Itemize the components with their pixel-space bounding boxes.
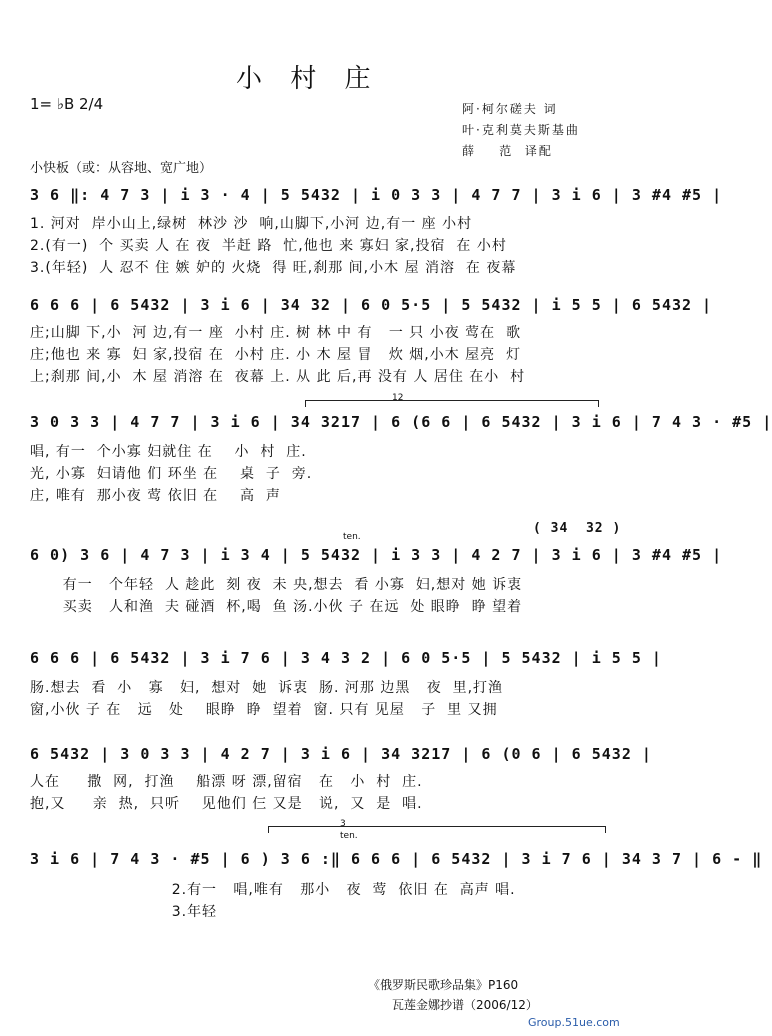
key-signature: 1= ♭B 2/4 — [30, 95, 104, 113]
copyist-note: 瓦莲金娜抄谱（2006/12） — [392, 998, 538, 1012]
notation-line-3: 3 0 3 3 | 4 7 7 | 3 i 6 | 34 3217 | 6 (6 6 | 6 5432 | 3 i 6 | 7 4 3 · #5 | — [30, 413, 772, 431]
lyric-line-2-3: 上;刹那 间,小 木 屋 消溶 在 夜幕 上. 从 此 后,再 没有 人 居住 在小 村 — [30, 369, 526, 385]
lyricist-credit: 阿·柯尔磋夫 词 — [462, 102, 558, 116]
lyric-line-7-2: 3.年轻 — [30, 904, 218, 920]
volta-bracket-12 — [305, 400, 599, 407]
notation-line-2: 6 6 6 | 6 5432 | 3 i 6 | 34 32 | 6 0 5·5 | 5 5432 | i 5 5 | 6 5432 | — [30, 296, 713, 314]
lyric-line-3-1: 唱, 有一 个小寡 妇就住 在 小 村 庄. — [30, 444, 307, 460]
tenuto-mark-2: ten. — [340, 831, 358, 841]
watermark: Group.51ue.com — [528, 1016, 620, 1029]
lyric-line-1-2: 2.(有一) 个 买卖 人 在 夜 半赶 路 忙,他也 来 寡妇 家,投宿 在 小村 — [30, 238, 507, 254]
lyric-line-2-1: 庄;山脚 下,小 河 边,有一 座 小村 庄. 树 林 中 有 一 只 小夜 莺在 歌 — [30, 325, 522, 341]
volta-label: 12 — [392, 393, 404, 403]
source-note: 《俄罗斯民歌珍品集》P160 — [368, 978, 519, 992]
parenthetical-notes: ( 34 32 ) — [533, 521, 622, 536]
lyric-line-7-1: 2.有一 唱,唯有 那小 夜 莺 依旧 在 高声 唱. — [30, 882, 516, 898]
volta-label-3: 3 — [340, 819, 346, 829]
lyric-line-4-2: 买卖 人和渔 夫 碰酒 杯,喝 鱼 汤.小伙 子 在远 处 眼睁 睁 望着 — [30, 599, 523, 615]
volta-bracket-3 — [268, 826, 606, 833]
composer-credit: 叶·克利莫夫斯基曲 — [462, 123, 580, 137]
lyric-line-6-2: 抱,又 亲 热, 只听 见他们 仨 又是 说, 又 是 唱. — [30, 796, 423, 812]
lyric-line-3-3: 庄, 唯有 那小夜 莺 依旧 在 高 声 — [30, 488, 281, 504]
lyric-line-1-3: 3.(年轻) 人 忍不 住 嫉 妒的 火烧 得 旺,刹那 间,小木 屋 消溶 在 夜幕 — [30, 260, 517, 276]
notation-line-4: 6 0) 3 6 | 4 7 3 | i 3 4 | 5 5432 | i 3 3 | 4 2 7 | 3 i 6 | 3 #4 #5 | — [30, 546, 723, 564]
tenuto-mark-1: ten. — [343, 532, 361, 542]
notation-line-6: 6 5432 | 3 0 3 3 | 4 2 7 | 3 i 6 | 34 3217 | 6 (0 6 | 6 5432 | — [30, 745, 652, 763]
notation-line-7: 3 i 6 | 7 4 3 · #5 | 6 ) 3 6 :‖ 6 6 6 | 6 5432 | 3 i 7 6 | 34 3 7 | 6 - ‖ — [30, 850, 763, 868]
lyric-line-1-1: 1. 河对 岸小山上,绿树 林沙 沙 响,山脚下,小河 边,有一 座 小村 — [30, 216, 473, 232]
lyric-line-3-2: 光, 小寡 妇请他 们 环坐 在 桌 子 旁. — [30, 466, 313, 482]
translator-credit: 薛 范 译配 — [462, 144, 553, 158]
lyric-line-5-1: 肠.想去 看 小 寡 妇, 想对 她 诉衷 肠. 河那 边黑 夜 里,打渔 — [30, 680, 504, 696]
lyric-line-2-2: 庄;他也 来 寡 妇 家,投宿 在 小村 庄. 小 木 屋 冒 炊 烟,小木 屋亮 灯 — [30, 347, 522, 363]
song-title: 小 村 庄 — [236, 64, 381, 94]
lyric-line-5-2: 窗,小伙 子 在 远 处 眼睁 睁 望着 窗. 只有 见屋 子 里 又拥 — [30, 702, 498, 718]
notation-line-5: 6 6 6 | 6 5432 | 3 i 7 6 | 3 4 3 2 | 6 0 5·5 | 5 5432 | i 5 5 | — [30, 649, 662, 667]
tempo-marking: 小快板（或：从容地、宽广地） — [30, 161, 213, 176]
notation-line-1: 3 6 ‖: 4 7 3 | i 3 · 4 | 5 5432 | i 0 3 3 | 4 7 7 | 3 i 6 | 3 #4 #5 | — [30, 186, 723, 204]
lyric-line-4-1: 有一 个年轻 人 趁此 刻 夜 未 央,想去 看 小寡 妇,想对 她 诉衷 — [30, 577, 523, 593]
lyric-line-6-1: 人在 撒 网, 打渔 船漂 呀 漂,留宿 在 小 村 庄. — [30, 774, 423, 790]
